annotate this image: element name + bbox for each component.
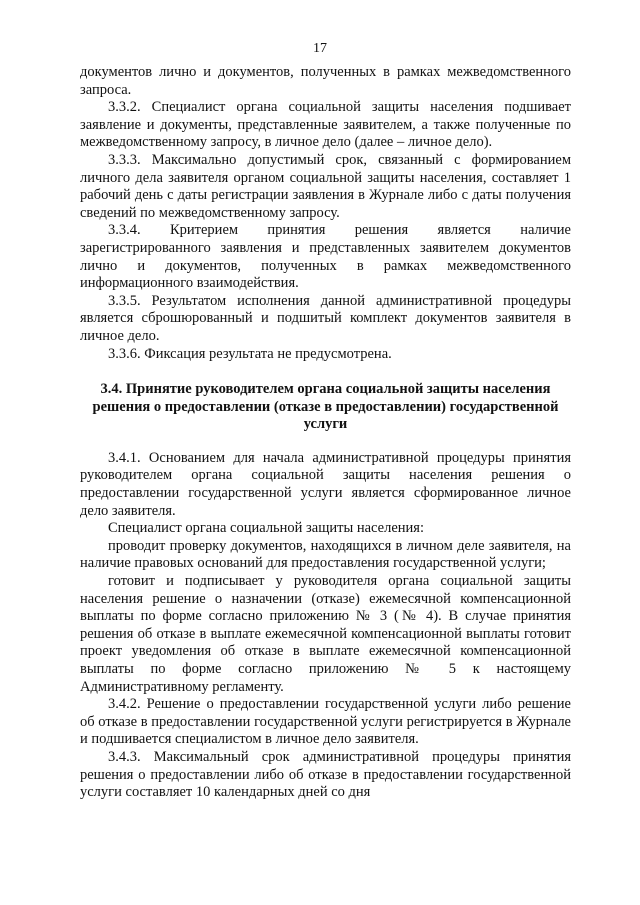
paragraph-specialist: Специалист органа социальной защиты населения: [108,520,424,537]
paragraph-3-4-2: 3.4.2. Решение о предоставлении государственной услуги либо решение об отказе в предоставлении государственной услуги регистрируется в Журнале и подшивается специалистом в личное дело заявителя. [80,696,571,748]
section-heading-3-4: 3.4. Принятие руководителем органа социальной защиты населения решения о предоставлении (отказе в предоставлении) государственной услуги [92,381,559,433]
paragraph-3-3-2: 3.3.2. Специалист органа социальной защиты населения подшивает заявление и документы, представленные заявителем, а также полученные по межведомственному запросу, в личное дело (далее – личное дело). [80,99,571,151]
paragraph-3-3-5: 3.3.5. Результатом исполнения данной административной процедуры является сброшюрованный и подшитый комплект документов заявителя в личное дело. [80,292,571,344]
paragraph-3-3-4: 3.3.4. Критерием принятия решения является наличие зарегистрированного заявления и представленных заявителем документов лично и документов, полученных в рамках межведомственного информационного взаимодействия. [80,222,571,292]
document-body [80,64,571,802]
paragraph-continuation: документов лично и документов, полученных в рамках межведомственного запроса. [80,64,571,98]
paragraph-prepare-decision: готовит и подписывает у руководителя органа социальной защиты населения решение о назначении (отказе) ежемесячной компенсационной выплаты по форме согласно приложению № 3 (№ 4). В случае принятия решения об отказе в выплате ежемесячной компенсационной выплаты готовит проект уведомления об отказе в выплате ежемесячной компенсационной выплаты по форме согласно приложению № 5 к настоящему Административному регламенту. [80,573,571,695]
page-number: 17 [313,41,327,56]
paragraph-3-4-1: 3.4.1. Основанием для начала административной процедуры принятия руководителем органа социальной защиты населения решения о предоставлении государственной услуги является сформированное личное дело заявителя. [80,449,571,519]
paragraph-check-documents: проводит проверку документов, находящихся в личном деле заявителя, на наличие правовых оснований для предоставления государственной услуги; [80,537,571,572]
paragraph-3-3-6: 3.3.6. Фиксация результата не предусмотрена. [108,345,392,362]
paragraph-3-3-3: 3.3.3. Максимально допустимый срок, связанный с формированием личного дела заявителя органом социальной защиты населения, составляет 1 рабочий день с даты регистрации заявления в Журнале либо с даты получения сведений по межведомственному запросу. [80,151,571,221]
paragraph-3-4-3: 3.4.3. Максимальный срок административной процедуры принятия решения о предоставлении либо об отказе в предоставлении государственной услуги составляет 10 календарных дней со дня [80,748,571,801]
